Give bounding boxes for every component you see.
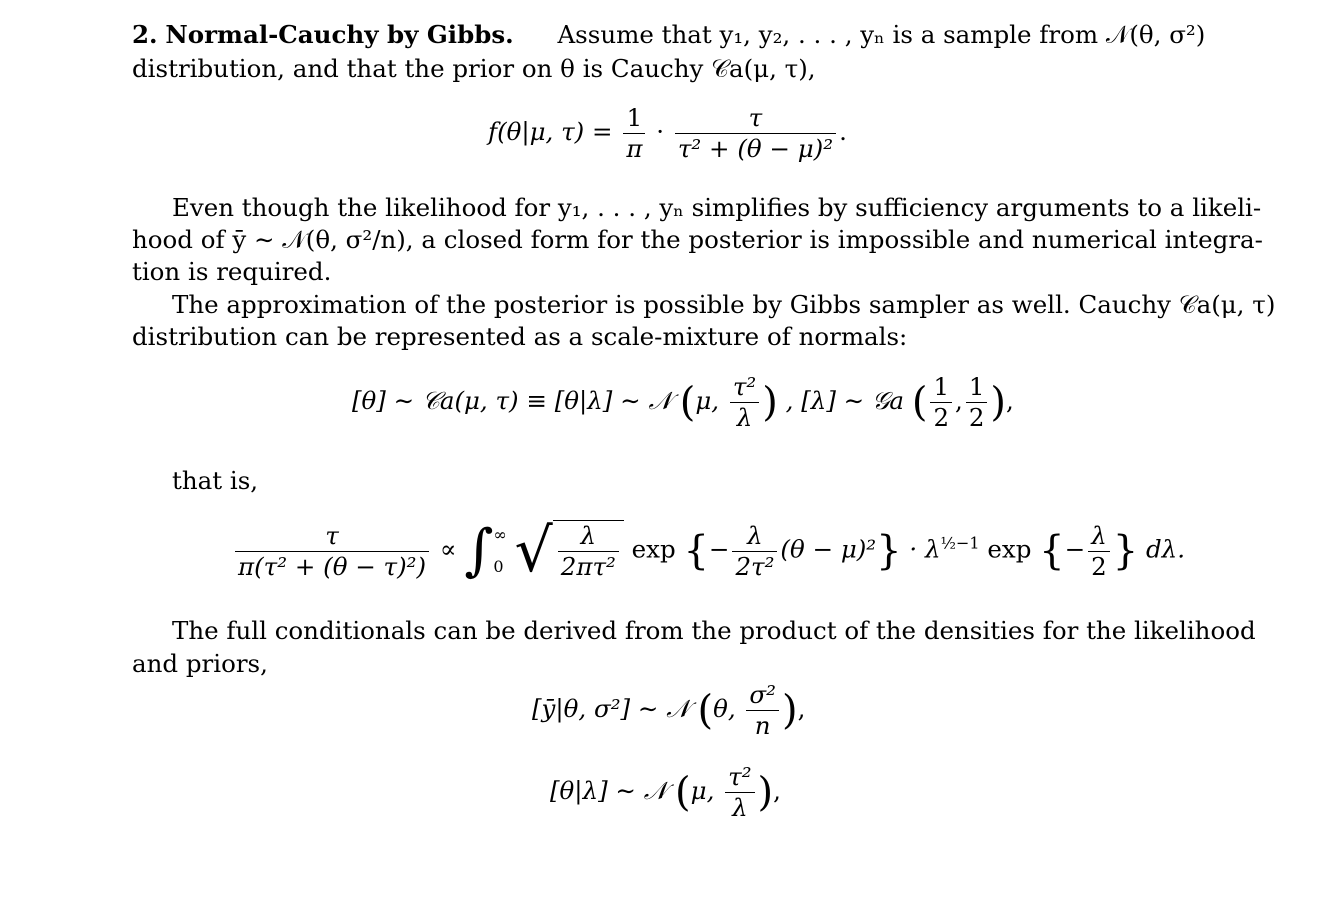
eq3-exp1: exp (631, 534, 676, 564)
eq3-exp1-den: 2τ² (735, 551, 775, 581)
eq5-lhs: [θ|λ] ∼ 𝒩 (550, 776, 668, 805)
eq3-lhs-den: π(τ² + (θ − τ)²) (238, 551, 427, 581)
para4-line2: and priors, (132, 649, 268, 678)
equation-integral (232, 516, 1185, 586)
equation-cauchy-density (488, 103, 847, 164)
eq1-end: . (839, 117, 847, 146)
eq4-lhs: [ȳ|θ, σ²] ∼ 𝒩 (532, 694, 690, 723)
eq4-paren-close: ) (781, 687, 798, 734)
eq1-frac2-num: τ (675, 103, 836, 134)
eq2-half2 (966, 372, 988, 433)
eq3-exp1-frac (732, 521, 777, 582)
para3-line1: The approximation of the posterior is possible by Gibbs sampler as well. Cauchy 𝒞a(μ, τ) (172, 290, 1276, 319)
eq4-end: , (797, 694, 806, 723)
eq5-paren-close: ) (757, 769, 774, 816)
eq3-lhs-num: τ (235, 521, 429, 552)
eq3-brace1-open: { (683, 528, 709, 574)
eq3-propto: ∝ (439, 534, 457, 564)
para1-line2: distribution, and that the prior on θ is Cauchy 𝒞a(μ, τ), (132, 54, 816, 83)
eq2-paren2-open: ( (911, 379, 928, 426)
eq3-exp1-rest: (θ − μ)² (780, 534, 877, 564)
eq1-dot: · (656, 117, 665, 146)
equation-theta-conditional (550, 762, 781, 823)
eq3-lower: 0 (493, 557, 504, 576)
eq2-half2-den: 2 (968, 403, 985, 432)
eq3-brace2-close: } (1112, 528, 1139, 574)
that-is-text: that is, (172, 466, 259, 495)
eq3-brace1-close: } (876, 528, 902, 574)
equation-ybar-conditional (532, 680, 805, 741)
eq3-sqrt-den: 2πτ² (560, 552, 616, 581)
eq4-frac (746, 680, 779, 741)
eq3-brace2-open: { (1039, 528, 1065, 574)
eq3-limits (493, 524, 506, 578)
eq3-minus1: − (708, 534, 730, 564)
eq5-inner: μ, (690, 776, 715, 805)
eq3-sqrt-body (553, 520, 624, 582)
section-title: Normal-Cauchy by Gibbs. (165, 20, 514, 49)
eq3-end: dλ. (1146, 534, 1185, 564)
eq2-frac (730, 372, 759, 433)
eq3-exp2: exp (987, 534, 1032, 564)
eq5-frac-num: τ² (725, 762, 754, 793)
eq2-frac-num: τ² (730, 372, 759, 403)
eq3-exp2-num: λ (1088, 521, 1110, 552)
eq3-exp2-frac (1088, 521, 1110, 582)
para2-line1: Even though the likelihood for y₁, . . . , yₙ simplifies by sufficiency arguments to a likeli- (172, 193, 1262, 222)
eq2-part1: [θ] ∼ 𝒞a(μ, τ) ≡ [θ|λ] ∼ 𝒩 (352, 386, 672, 415)
eq3-sqrt-frac (558, 521, 619, 582)
section-heading-line (132, 20, 1205, 50)
eq3-power: ½−1 (940, 533, 980, 553)
eq2-end: , (1006, 386, 1014, 415)
eq3-exp2-den: 2 (1091, 551, 1107, 581)
eq2-part2: , [λ] ∼ 𝒢a (785, 386, 905, 415)
eq1-frac1-num: 1 (623, 103, 645, 134)
eq3-lhs-frac (235, 521, 429, 582)
eq3-integral-sign: ∫ (464, 518, 494, 583)
eq5-frac (725, 762, 754, 823)
eq2-paren-close: ) (762, 379, 778, 426)
eq5-frac-den: λ (732, 793, 748, 822)
eq2-comma: , (955, 386, 963, 415)
eq1-frac2-den: τ² + (θ − μ)² (677, 134, 834, 163)
para4-line1: The full conditionals can be derived from the product of the densities for the likelihood (172, 616, 1256, 645)
eq1-frac1-den: π (626, 134, 643, 163)
eq3-exp1-num: λ (732, 521, 777, 552)
eq2-half1 (930, 372, 952, 433)
eq2-half1-num: 1 (930, 372, 952, 403)
eq4-paren-open: ( (697, 687, 714, 734)
eq4-frac-den: n (754, 711, 771, 740)
para1-line1: Assume that y₁, y₂, . . . , yₙ is a sample from 𝒩(θ, σ²) (557, 20, 1206, 49)
section-number: 2. (132, 20, 158, 49)
eq5-paren-open: ( (675, 769, 691, 816)
para2-line2: hood of ȳ ∼ 𝒩(θ, σ²/n), a closed form for the posterior is impossible and numerical integra- (132, 225, 1263, 254)
eq5-end: , (773, 776, 781, 805)
eq3-upper: ∞ (493, 525, 507, 544)
eq2-half2-num: 1 (966, 372, 988, 403)
eq1-frac2 (675, 103, 836, 164)
para3-line2: distribution can be represented as a scale-mixture of normals: (132, 322, 908, 351)
eq4-frac-num: σ² (746, 680, 779, 711)
eq4-inner: θ, (713, 694, 736, 723)
eq2-paren2-close: ) (990, 379, 1007, 426)
eq3-sqrt-sign: √ (514, 516, 553, 586)
eq2-half1-den: 2 (933, 403, 950, 432)
eq3-mid: · λ (909, 534, 941, 564)
eq2-frac-den: λ (736, 403, 753, 432)
para2-line3: tion is required. (132, 257, 332, 286)
eq1-lhs: f(θ|μ, τ) = (488, 117, 613, 146)
eq2-paren-open: ( (679, 379, 696, 426)
equation-scale-mixture (352, 372, 1014, 433)
eq3-sqrt-num: λ (558, 521, 619, 552)
eq1-frac1 (623, 103, 645, 164)
eq2-inner1: μ, (695, 386, 720, 415)
eq3-minus2: − (1064, 534, 1086, 564)
